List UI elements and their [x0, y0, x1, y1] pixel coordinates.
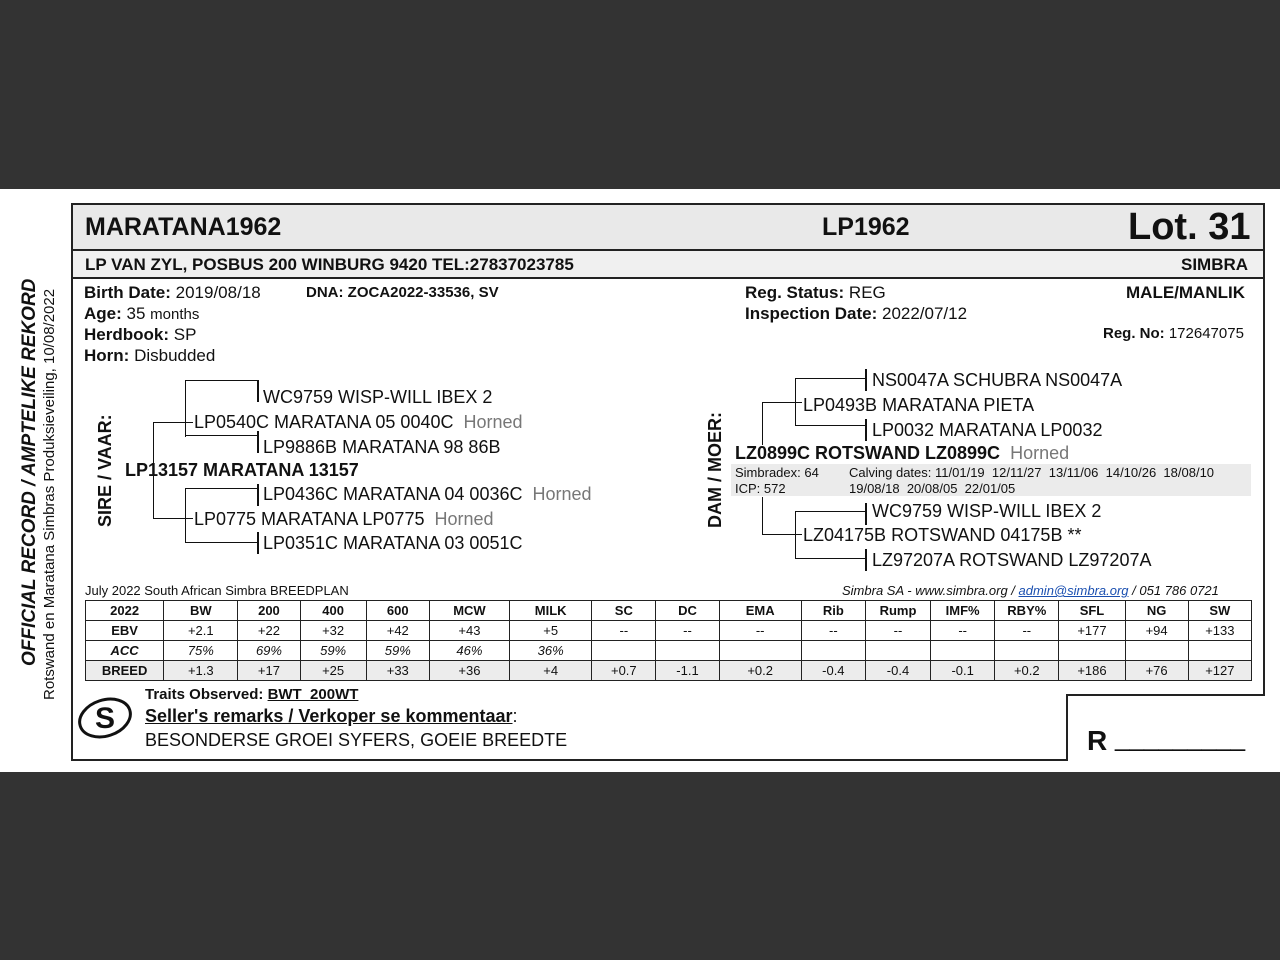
sire-sire-dam: LP9886B MARATANA 98 86B	[263, 437, 501, 457]
table-cell: 75%	[164, 641, 238, 661]
table-cell	[931, 641, 995, 661]
birth-date	[84, 283, 261, 303]
table-header-cell: 2022	[86, 601, 164, 621]
sire-sire-name: LP0540C MARATANA 05 0040C	[194, 412, 454, 432]
pedigree-line	[795, 558, 867, 559]
contact-prefix: Simbra SA - www.simbra.org /	[842, 583, 1019, 598]
table-cell: +94	[1125, 621, 1188, 641]
table-cell: --	[592, 621, 656, 641]
pedigree-line	[795, 511, 867, 512]
table-cell: +133	[1188, 621, 1251, 641]
calving-line-1: 11/01/19 12/11/27 13/11/06 14/10/26 18/08/10	[935, 465, 1215, 480]
acc-row	[86, 641, 1252, 661]
reg-no-value: 172647075	[1168, 325, 1244, 342]
table-cell: --	[656, 621, 719, 641]
reg-status-label: Reg. Status:	[745, 283, 845, 302]
table-cell	[1125, 641, 1188, 661]
price-line[interactable]: _________	[1115, 722, 1246, 752]
table-header-cell: DC	[656, 601, 719, 621]
remarks-colon: :	[512, 706, 518, 726]
price-box	[1066, 694, 1265, 761]
sire-label: SIRE / VAAR:	[95, 414, 115, 527]
table-cell	[592, 641, 656, 661]
sire-dam	[194, 509, 494, 530]
birth-date-label: Birth Date:	[84, 283, 171, 302]
calving-dates	[849, 465, 1214, 480]
age	[84, 304, 199, 324]
calving-label: Calving dates:	[849, 465, 932, 480]
breeder-info: LP VAN ZYL, POSBUS 200 WINBURG 9420 TEL:27837023785	[85, 255, 574, 274]
inspection-date-label: Inspection Date:	[745, 304, 878, 323]
table-header-cell: 200	[238, 601, 300, 621]
inspection-date-value: 2022/07/12	[881, 304, 968, 323]
reg-status-value: REG	[848, 283, 886, 302]
traits-label: Traits Observed:	[145, 686, 264, 703]
ebv-table	[85, 600, 1252, 681]
pedigree-line	[185, 488, 186, 543]
pedigree-line	[762, 402, 802, 403]
table-cell: 46%	[429, 641, 509, 661]
pedigree-line	[257, 431, 259, 453]
horn-value: Disbudded	[134, 346, 216, 365]
dam-sire-dam: LP0032 MARATANA LP0032	[872, 420, 1103, 440]
traits-value: BWT 200WT	[267, 686, 359, 703]
pedigree-line	[257, 484, 259, 506]
seller-remarks-heading	[145, 706, 518, 727]
table-cell: +0.2	[719, 661, 801, 681]
table-cell	[1059, 641, 1125, 661]
dam-stats-box	[731, 464, 1251, 496]
pedigree-line	[762, 402, 763, 445]
ebv-header-row	[86, 601, 1252, 621]
sire-dam-name: LP0775 MARATANA LP0775	[194, 509, 425, 529]
table-cell: --	[719, 621, 801, 641]
table-cell: -0.4	[801, 661, 865, 681]
table-header-cell: NG	[1125, 601, 1188, 621]
age-label: Age:	[84, 304, 122, 323]
breed-row	[86, 661, 1252, 681]
table-cell: 36%	[510, 641, 592, 661]
table-header-cell: SW	[1188, 601, 1251, 621]
age-unit: months	[150, 306, 200, 323]
ebv-row	[86, 621, 1252, 641]
sire-dam-horn: Horned	[434, 509, 494, 529]
reg-no	[1103, 325, 1244, 342]
table-cell: +127	[1188, 661, 1251, 681]
dam-sire: LP0493B MARATANA PIETA	[803, 395, 1035, 415]
table-header-cell: EMA	[719, 601, 801, 621]
table-header-cell: Rump	[865, 601, 930, 621]
table-cell: +36	[429, 661, 509, 681]
dam-label: DAM / MOER:	[705, 412, 725, 528]
sire-sire-horn: Horned	[463, 412, 523, 432]
table-cell: --	[995, 621, 1059, 641]
herdbook	[84, 325, 196, 345]
table-cell	[1188, 641, 1251, 661]
breeder-bar	[73, 251, 1263, 279]
dam-dam-sire: WC9759 WISP-WILL IBEX 2	[872, 501, 1102, 521]
pedigree-line	[185, 380, 186, 437]
lot-card	[71, 203, 1265, 761]
simbra-contact	[842, 583, 1219, 598]
horn	[84, 346, 215, 366]
table-cell: -1.1	[656, 661, 719, 681]
pedigree-line	[153, 518, 193, 519]
table-cell: -0.4	[865, 661, 930, 681]
table-cell	[865, 641, 930, 661]
table-cell: +17	[238, 661, 300, 681]
table-cell	[719, 641, 801, 661]
dam-dam-dam: LZ97207A ROTSWAND LZ97207A	[872, 550, 1152, 570]
animal-id: LP1962	[822, 213, 910, 241]
inspection-date	[745, 304, 967, 324]
sire-dam-dam: LP0351C MARATANA 03 0051C	[263, 533, 523, 553]
table-cell	[995, 641, 1059, 661]
simbradex: Simbradex: 64	[735, 465, 819, 480]
table-cell: --	[801, 621, 865, 641]
pedigree-line	[795, 378, 867, 379]
herdbook-value: SP	[173, 325, 197, 344]
contact-email-link[interactable]: admin@simbra.org	[1018, 583, 1129, 598]
sex: MALE/MANLIK	[1126, 283, 1245, 302]
pedigree-line	[153, 422, 193, 423]
price-label: R	[1087, 725, 1108, 756]
icp: ICP: 572	[735, 481, 786, 496]
table-header-cell: IMF%	[931, 601, 995, 621]
table-cell: 59%	[300, 641, 366, 661]
pedigree-line	[795, 511, 796, 559]
logo-letter: S	[94, 702, 116, 735]
pedigree-line	[185, 542, 259, 543]
sale-name-label: Rotswand en Maratana Simbras Produksieveiling, 10/08/2022	[41, 288, 58, 700]
pedigree-line	[795, 425, 867, 426]
dam-name-text: LZ0899C ROTSWAND LZ0899C	[735, 443, 1001, 463]
table-cell: +25	[300, 661, 366, 681]
table-header-cell: 400	[300, 601, 366, 621]
animal-name: MARATANA1962	[85, 213, 282, 241]
pedigree-line	[865, 549, 867, 571]
traits-observed	[145, 686, 358, 703]
calving-line-2: 19/08/18 20/08/05 22/01/05	[849, 481, 1016, 496]
pedigree-line	[185, 380, 259, 381]
table-header-cell: SFL	[1059, 601, 1125, 621]
table-cell: EBV	[86, 621, 164, 641]
table-cell: --	[865, 621, 930, 641]
dam-horn: Horned	[1010, 443, 1070, 463]
reg-status	[745, 283, 886, 303]
table-cell: +22	[238, 621, 300, 641]
table-header-cell: BW	[164, 601, 238, 621]
horn-label: Horn:	[84, 346, 130, 365]
table-cell: +4	[510, 661, 592, 681]
table-cell: +33	[366, 661, 429, 681]
pedigree-line	[257, 532, 259, 554]
table-header-cell: RBY%	[995, 601, 1059, 621]
pedigree-line	[762, 534, 802, 535]
breedplan-caption: July 2022 South African Simbra BREEDPLAN	[85, 583, 349, 598]
simbra-logo	[75, 691, 135, 745]
table-cell: +5	[510, 621, 592, 641]
table-cell	[801, 641, 865, 661]
sire-dam-sire-name: LP0436C MARATANA 04 0036C	[263, 484, 523, 504]
dna-info: DNA: ZOCA2022-33536, SV	[306, 284, 499, 301]
herdbook-label: Herdbook:	[84, 325, 169, 344]
table-header-cell: Rib	[801, 601, 865, 621]
breed-name: SIMBRA	[1181, 255, 1249, 274]
pedigree-line	[257, 380, 259, 402]
table-header-cell: MILK	[510, 601, 592, 621]
table-cell: +43	[429, 621, 509, 641]
pedigree-line	[865, 503, 867, 525]
dam-sire-sire: NS0047A SCHUBRA NS0047A	[872, 370, 1123, 390]
table-header-cell: SC	[592, 601, 656, 621]
table-cell: +1.3	[164, 661, 238, 681]
sire-name: LP13157 MARATANA 13157	[125, 460, 359, 480]
pedigree-line	[185, 488, 259, 489]
table-cell: 69%	[238, 641, 300, 661]
table-cell: ACC	[86, 641, 164, 661]
remarks-label: Seller's remarks / Verkoper se kommentaar	[145, 706, 513, 726]
table-cell: +32	[300, 621, 366, 641]
sire-dam-sire-horn: Horned	[532, 484, 592, 504]
dam-name	[735, 443, 1069, 464]
official-record-label: OFFICIAL RECORD / AMPTELIKE REKORD	[19, 278, 40, 666]
sire-dam-sire	[263, 484, 592, 505]
pedigree-line	[865, 419, 867, 441]
pedigree-line	[865, 369, 867, 391]
table-cell: BREED	[86, 661, 164, 681]
table-header-cell: 600	[366, 601, 429, 621]
table-cell: +186	[1059, 661, 1125, 681]
reg-no-label: Reg. No:	[1103, 325, 1165, 342]
sire-sire	[194, 412, 523, 433]
table-cell: +0.2	[995, 661, 1059, 681]
pedigree-line	[762, 497, 763, 535]
pedigree-line	[185, 435, 259, 436]
table-cell: -0.1	[931, 661, 995, 681]
seller-remarks: BESONDERSE GROEI SYFERS, GOEIE BREEDTE	[145, 730, 568, 750]
table-cell: +76	[1125, 661, 1188, 681]
table-cell: +0.7	[592, 661, 656, 681]
sire-sire-sire: WC9759 WISP-WILL IBEX 2	[263, 387, 493, 407]
table-cell	[656, 641, 719, 661]
table-header-cell: MCW	[429, 601, 509, 621]
lot-number: Lot. 31	[1128, 206, 1251, 248]
birth-date-value: 2019/08/18	[175, 283, 261, 302]
title-bar	[73, 205, 1263, 251]
table-cell: +177	[1059, 621, 1125, 641]
age-value: 35	[126, 304, 146, 323]
table-cell: +2.1	[164, 621, 238, 641]
dam-dam: LZ04175B ROTSWAND 04175B **	[803, 525, 1082, 545]
table-cell: --	[931, 621, 995, 641]
table-cell: 59%	[366, 641, 429, 661]
contact-suffix: / 051 786 0721	[1128, 583, 1219, 598]
table-cell: +42	[366, 621, 429, 641]
